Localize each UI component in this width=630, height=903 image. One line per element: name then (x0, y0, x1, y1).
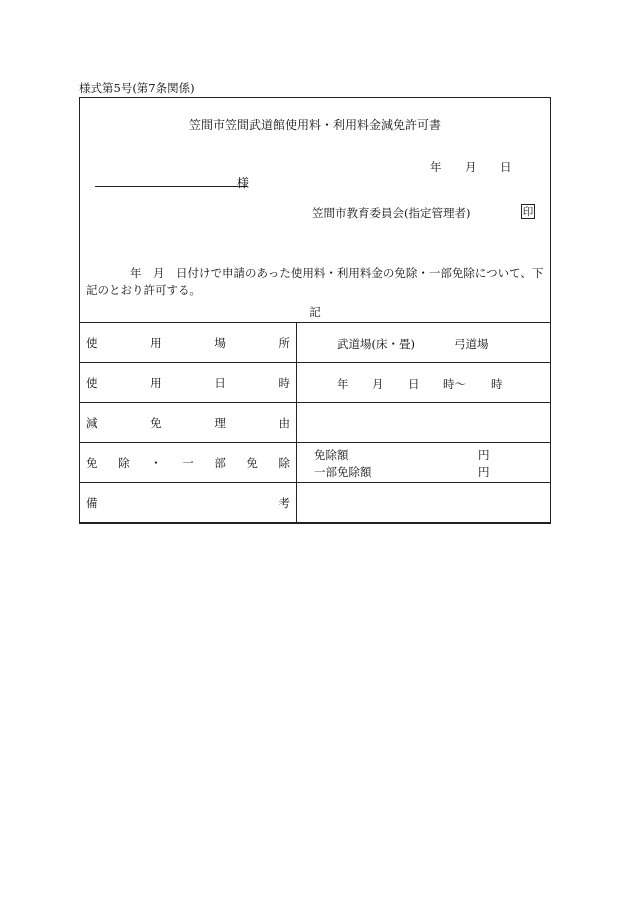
label-char: 免 (246, 455, 258, 470)
addressee-suffix: 様 (237, 176, 250, 190)
label-exemption (80, 443, 297, 483)
label-usage-datetime (80, 363, 297, 403)
label-char: 用 (150, 375, 162, 390)
usage-end-hour: 時 (491, 377, 503, 391)
table-row (80, 483, 551, 523)
usage-start-hour: 時～ (443, 377, 466, 391)
label-usage-place (80, 323, 297, 363)
label-char: 除 (278, 455, 290, 470)
label-remarks (80, 483, 297, 523)
ki-heading: 記 (309, 305, 321, 319)
label-char: 由 (278, 415, 290, 430)
date-day: 日 (500, 160, 512, 174)
body-line-1: 年 月 日付けで申請のあった使用料・利用料金の免除・一部免除について、下 (130, 266, 544, 280)
label-char: 免 (86, 455, 98, 470)
label-char: 一 (182, 455, 194, 470)
label-char: 用 (150, 335, 162, 350)
label-char: 使 (86, 375, 98, 390)
label-char: 免 (150, 415, 162, 430)
value-reduction-reason (297, 403, 551, 443)
label-char: 使 (86, 335, 98, 350)
table-row (80, 403, 551, 443)
seal-mark: 印 (522, 206, 534, 218)
full-exemption-yen: 円 (478, 448, 490, 462)
document-title: 笠間市笠間武道館使用料・利用料金減免許可書 (188, 118, 441, 132)
label-char: ・ (150, 455, 162, 470)
label-char: 備 (86, 495, 98, 510)
date-year: 年 (430, 160, 442, 174)
value-usage-place (297, 323, 551, 363)
partial-exemption-yen: 円 (478, 465, 490, 479)
label-char: 時 (278, 375, 290, 390)
usage-month: 月 (372, 377, 384, 391)
full-exemption-label: 免除額 (314, 448, 349, 462)
body-paragraph (86, 265, 546, 299)
option-kyudojo: 弓道場 (454, 337, 489, 351)
partial-exemption-label: 一部免除額 (314, 465, 372, 479)
table-row (80, 443, 551, 483)
label-reduction-reason (80, 403, 297, 443)
addressee-blank-line (95, 186, 247, 187)
value-exemption (297, 443, 551, 483)
table-row (80, 323, 551, 363)
label-char: 減 (86, 415, 98, 430)
label-char: 除 (118, 455, 130, 470)
option-budojo: 武道場(床・畳) (337, 337, 415, 351)
body-line-2: 記のとおり許可する。 (86, 283, 201, 297)
value-remarks (297, 483, 551, 523)
value-usage-datetime (297, 363, 551, 403)
usage-day: 日 (408, 377, 420, 391)
date-month: 月 (465, 160, 477, 174)
table-row (80, 363, 551, 403)
label-char: 場 (214, 335, 226, 350)
usage-year: 年 (337, 377, 349, 391)
label-char: 考 (278, 495, 290, 510)
label-char: 所 (278, 335, 290, 350)
label-char: 理 (214, 415, 226, 430)
label-char: 部 (214, 455, 226, 470)
issuer-name: 笠間市教育委員会(指定管理者) (312, 206, 471, 220)
form-number: 様式第5号(第7条関係) (79, 81, 195, 95)
details-table (79, 322, 551, 523)
label-char: 日 (214, 375, 226, 390)
